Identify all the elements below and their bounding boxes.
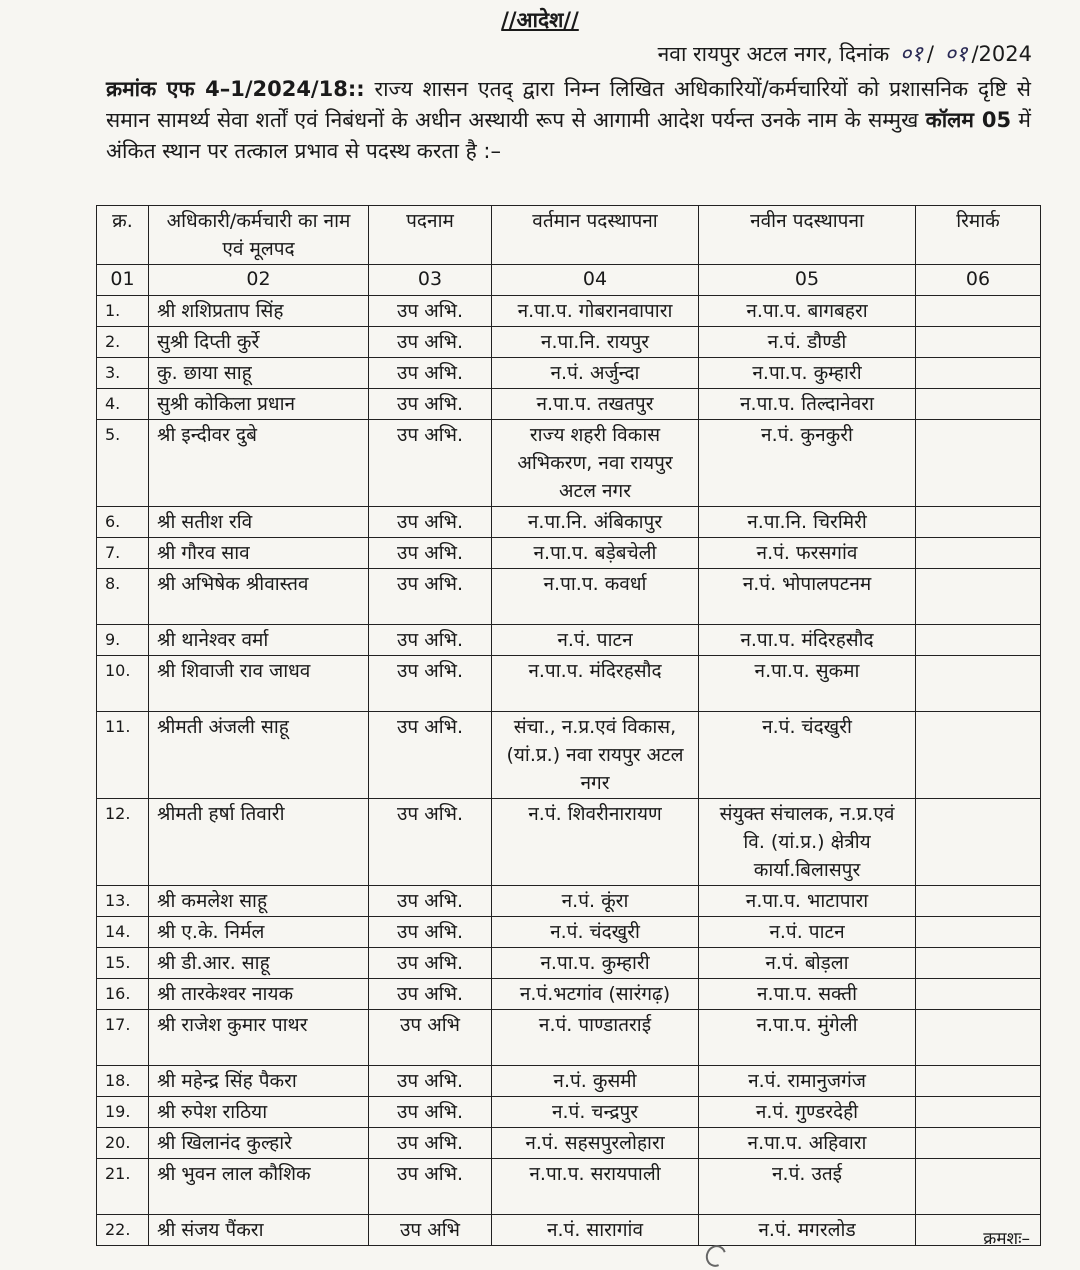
current-posting-cell: न.पं. शिवरीनारायण: [492, 799, 699, 886]
table-row: [97, 538, 1041, 569]
table-header-row: [97, 206, 1041, 265]
serial-cell: 21.: [97, 1159, 149, 1215]
table-row: [97, 1097, 1041, 1128]
designation-cell: उप अभि.: [369, 886, 492, 917]
new-posting-cell: न.पं. बोड़ला: [699, 948, 916, 979]
name-cell: श्री खिलानंद कुल्हारे: [149, 1128, 369, 1159]
current-posting-cell: न.पा.प. गोबरानवापारा: [492, 296, 699, 327]
new-posting-cell: न.पा.प. कुम्हारी: [699, 358, 916, 389]
table-row: [97, 625, 1041, 656]
column-number: 03: [369, 265, 492, 296]
designation-cell: उप अभि.: [369, 917, 492, 948]
new-posting-cell: न.पा.प. सक्ती: [699, 979, 916, 1010]
serial-cell: 5.: [97, 420, 149, 507]
remark-cell: [916, 799, 1041, 886]
serial-cell: 16.: [97, 979, 149, 1010]
new-posting-cell: न.पा.प. मुंगेली: [699, 1010, 916, 1066]
name-cell: श्री ए.के. निर्मल: [149, 917, 369, 948]
new-posting-cell: न.पा.प. बागबहरा: [699, 296, 916, 327]
remark-cell: [916, 358, 1041, 389]
table-body: [97, 296, 1041, 1246]
current-posting-cell: न.पा.प. बड़ेबचेली: [492, 538, 699, 569]
new-posting-cell: न.पं. चंदखुरी: [699, 712, 916, 799]
current-posting-cell: न.पं. कूंरा: [492, 886, 699, 917]
serial-cell: 20.: [97, 1128, 149, 1159]
current-posting-cell: न.पा.नि. अंबिकापुर: [492, 507, 699, 538]
new-posting-cell: न.पं. भोपालपटनम: [699, 569, 916, 625]
table-row: [97, 507, 1041, 538]
designation-cell: उप अभि.: [369, 979, 492, 1010]
date-separator: /: [926, 42, 934, 66]
name-cell: श्री अभिषेक श्रीवास्तव: [149, 569, 369, 625]
remark-cell: [916, 1066, 1041, 1097]
table-row: [97, 1010, 1041, 1066]
designation-cell: उप अभि.: [369, 712, 492, 799]
remark-cell: [916, 712, 1041, 799]
new-posting-cell: न.पा.प. अहिवारा: [699, 1128, 916, 1159]
name-cell: श्री रुपेश राठिया: [149, 1097, 369, 1128]
designation-cell: उप अभि.: [369, 327, 492, 358]
designation-cell: उप अभि.: [369, 799, 492, 886]
column-number: 04: [492, 265, 699, 296]
header-current-posting: वर्तमान पदस्थापना: [492, 206, 699, 265]
designation-cell: उप अभि.: [369, 948, 492, 979]
designation-cell: उप अभि.: [369, 507, 492, 538]
name-cell: श्री शशिप्रताप सिंह: [149, 296, 369, 327]
header-designation: पदनाम: [369, 206, 492, 265]
designation-cell: उप अभि.: [369, 1066, 492, 1097]
column-number: 02: [149, 265, 369, 296]
new-posting-cell: न.पं. कुनकुरी: [699, 420, 916, 507]
table-row: [97, 358, 1041, 389]
table-row: [97, 948, 1041, 979]
serial-cell: 15.: [97, 948, 149, 979]
designation-cell: उप अभि.: [369, 569, 492, 625]
name-cell: श्री इन्दीवर दुबे: [149, 420, 369, 507]
table-row: [97, 420, 1041, 507]
table-row: [97, 886, 1041, 917]
designation-cell: उप अभि.: [369, 1097, 492, 1128]
intro-text-a: राज्य शासन एतद् द्वारा निम्न लिखित अधिकारियों/कर्मचारियों को प्रशासनिक दृष्टि से समान सामर्थ्य सेवा शर्तों एवं निबंधनों के अधीन अस्थायी रूप से आगामी आदेश पर्यन्त उनके नाम के सम्मुख: [106, 77, 1031, 132]
date-day: ०१: [899, 42, 923, 67]
name-cell: श्री राजेश कुमार पाथर: [149, 1010, 369, 1066]
current-posting-cell: न.पा.प. कवर्धा: [492, 569, 699, 625]
serial-cell: 17.: [97, 1010, 149, 1066]
order-title-text: //आदेश//: [501, 8, 579, 32]
name-cell: श्री महेन्द्र सिंह पैकरा: [149, 1066, 369, 1097]
column-number-row: [97, 265, 1041, 296]
current-posting-cell: न.पं. पाटन: [492, 625, 699, 656]
current-posting-cell: न.पा.प. सरायपाली: [492, 1159, 699, 1215]
posting-table: [96, 205, 1041, 1246]
new-posting-cell: न.पा.नि. चिरमिरी: [699, 507, 916, 538]
remark-cell: [916, 1010, 1041, 1066]
remark-cell: [916, 420, 1041, 507]
serial-cell: 8.: [97, 569, 149, 625]
serial-cell: 2.: [97, 327, 149, 358]
new-posting-cell: न.पं. रामानुजगंज: [699, 1066, 916, 1097]
remark-cell: [916, 948, 1041, 979]
table-row: [97, 296, 1041, 327]
column-reference: कॉलम 05: [925, 108, 1012, 132]
remark-cell: [916, 979, 1041, 1010]
table-row: [97, 1066, 1041, 1097]
name-cell: श्रीमती हर्षा तिवारी: [149, 799, 369, 886]
new-posting-cell: न.पा.प. भाटापारा: [699, 886, 916, 917]
designation-cell: उप अभि.: [369, 538, 492, 569]
remark-cell: [916, 507, 1041, 538]
column-number: 05: [699, 265, 916, 296]
new-posting-cell: न.पं. फरसगांव: [699, 538, 916, 569]
remark-cell: [916, 656, 1041, 712]
remark-cell: [916, 886, 1041, 917]
header-remark: रिमार्क: [916, 206, 1041, 265]
designation-cell: उप अभि.: [369, 358, 492, 389]
order-title: [0, 6, 1080, 34]
current-posting-cell: न.पं. पाण्डातराई: [492, 1010, 699, 1066]
name-cell: श्री भुवन लाल कौशिक: [149, 1159, 369, 1215]
date-month: ०१: [944, 42, 968, 67]
date-year: 2024: [978, 42, 1032, 66]
table-row: [97, 1128, 1041, 1159]
designation-cell: उप अभि.: [369, 1128, 492, 1159]
name-cell: श्रीमती अंजली साहू: [149, 712, 369, 799]
table-row: [97, 569, 1041, 625]
current-posting-cell: न.पं. अर्जुन्दा: [492, 358, 699, 389]
order-number: क्रमांक एफ 4–1/2024/18::: [106, 77, 365, 101]
serial-cell: 19.: [97, 1097, 149, 1128]
serial-cell: 18.: [97, 1066, 149, 1097]
name-cell: सुश्री कोकिला प्रधान: [149, 389, 369, 420]
serial-cell: 6.: [97, 507, 149, 538]
current-posting-cell: न.पा.प. तखतपुर: [492, 389, 699, 420]
name-cell: सुश्री दिप्ती कुर्रे: [149, 327, 369, 358]
pen-mark: [702, 1242, 729, 1270]
header-new-posting: नवीन पदस्थापना: [699, 206, 916, 265]
designation-cell: उप अभि.: [369, 625, 492, 656]
name-cell: श्री तारकेश्वर नायक: [149, 979, 369, 1010]
current-posting-cell: राज्य शहरी विकास अभिकरण, नवा रायपुर अटल नगर: [492, 420, 699, 507]
designation-cell: उप अभि.: [369, 296, 492, 327]
table-row: [97, 799, 1041, 886]
header-serial: क्र.: [97, 206, 149, 265]
new-posting-cell: न.पा.प. मंदिरहसौद: [699, 625, 916, 656]
name-cell: श्री थानेश्वर वर्मा: [149, 625, 369, 656]
remark-cell: [916, 296, 1041, 327]
current-posting-cell: संचा., न.प्र.एवं विकास, (यां.प्र.) नवा रायपुर अटल नगर: [492, 712, 699, 799]
current-posting-cell: न.पं. चंदखुरी: [492, 917, 699, 948]
remark-cell: [916, 389, 1041, 420]
name-cell: श्री कमलेश साहू: [149, 886, 369, 917]
remark-cell: [916, 1128, 1041, 1159]
new-posting-cell: न.पं. पाटन: [699, 917, 916, 948]
designation-cell: उप अभि.: [369, 420, 492, 507]
serial-cell: 9.: [97, 625, 149, 656]
current-posting-cell: न.पं.भटगांव (सारंगढ़): [492, 979, 699, 1010]
new-posting-cell: न.पं. मगरलोड: [699, 1215, 916, 1246]
table-row: [97, 389, 1041, 420]
serial-cell: 10.: [97, 656, 149, 712]
remark-cell: [916, 625, 1041, 656]
designation-cell: उप अभि.: [369, 656, 492, 712]
serial-cell: 4.: [97, 389, 149, 420]
serial-cell: 11.: [97, 712, 149, 799]
column-number: 01: [97, 265, 149, 296]
current-posting-cell: न.पं. कुसमी: [492, 1066, 699, 1097]
name-cell: श्री संजय पैंकरा: [149, 1215, 369, 1246]
new-posting-cell: न.पा.प. सुकमा: [699, 656, 916, 712]
table-row: [97, 327, 1041, 358]
name-cell: कु. छाया साहू: [149, 358, 369, 389]
serial-cell: 12.: [97, 799, 149, 886]
new-posting-cell: न.पं. डौण्डी: [699, 327, 916, 358]
current-posting-cell: न.पं. सहसपुरलोहारा: [492, 1128, 699, 1159]
serial-cell: 3.: [97, 358, 149, 389]
column-number: 06: [916, 265, 1041, 296]
serial-cell: 22.: [97, 1215, 149, 1246]
name-cell: श्री शिवाजी राव जाधव: [149, 656, 369, 712]
remark-cell: [916, 327, 1041, 358]
current-posting-cell: न.पा.प. मंदिरहसौद: [492, 656, 699, 712]
remark-cell: [916, 1097, 1041, 1128]
continued-note: क्रमशः–: [983, 1229, 1030, 1249]
serial-cell: 13.: [97, 886, 149, 917]
remark-cell: [916, 917, 1041, 948]
current-posting-cell: न.पा.प. कुम्हारी: [492, 948, 699, 979]
intro-paragraph: [106, 74, 1031, 167]
serial-cell: 7.: [97, 538, 149, 569]
date-separator: /: [971, 42, 979, 66]
table-row: [97, 656, 1041, 712]
remark-cell: [916, 1159, 1041, 1215]
current-posting-cell: न.पा.नि. रायपुर: [492, 327, 699, 358]
designation-cell: उप अभि: [369, 1010, 492, 1066]
header-name: अधिकारी/कर्मचारी का नाम एवं मूलपद: [149, 206, 369, 265]
designation-cell: उप अभि.: [369, 1159, 492, 1215]
serial-cell: 1.: [97, 296, 149, 327]
table-row: [97, 712, 1041, 799]
table-row: [97, 1159, 1041, 1215]
name-cell: श्री डी.आर. साहू: [149, 948, 369, 979]
remark-cell: [916, 538, 1041, 569]
new-posting-cell: न.पं. उतई: [699, 1159, 916, 1215]
place-date-line: [658, 38, 1032, 68]
designation-cell: उप अभि.: [369, 389, 492, 420]
table-row: [97, 1215, 1041, 1246]
remark-cell: [916, 569, 1041, 625]
designation-cell: उप अभि: [369, 1215, 492, 1246]
intro-text-b: में अंकित स्थान पर तत्काल प्रभाव से पदस्थ करता है :–: [106, 108, 1031, 163]
new-posting-cell: न.पं. गुण्डरदेही: [699, 1097, 916, 1128]
new-posting-cell: संयुक्त संचालक, न.प्र.एवं वि. (यां.प्र.) क्षेत्रीय कार्या.बिलासपुर: [699, 799, 916, 886]
current-posting-cell: न.पं. चन्द्रपुर: [492, 1097, 699, 1128]
current-posting-cell: न.पं. सारागांव: [492, 1215, 699, 1246]
place-date-prefix: नवा रायपुर अटल नगर, दिनांक: [657, 42, 890, 66]
name-cell: श्री सतीश रवि: [149, 507, 369, 538]
serial-cell: 14.: [97, 917, 149, 948]
name-cell: श्री गौरव साव: [149, 538, 369, 569]
table-row: [97, 979, 1041, 1010]
table-row: [97, 917, 1041, 948]
new-posting-cell: न.पा.प. तिल्दानेवरा: [699, 389, 916, 420]
